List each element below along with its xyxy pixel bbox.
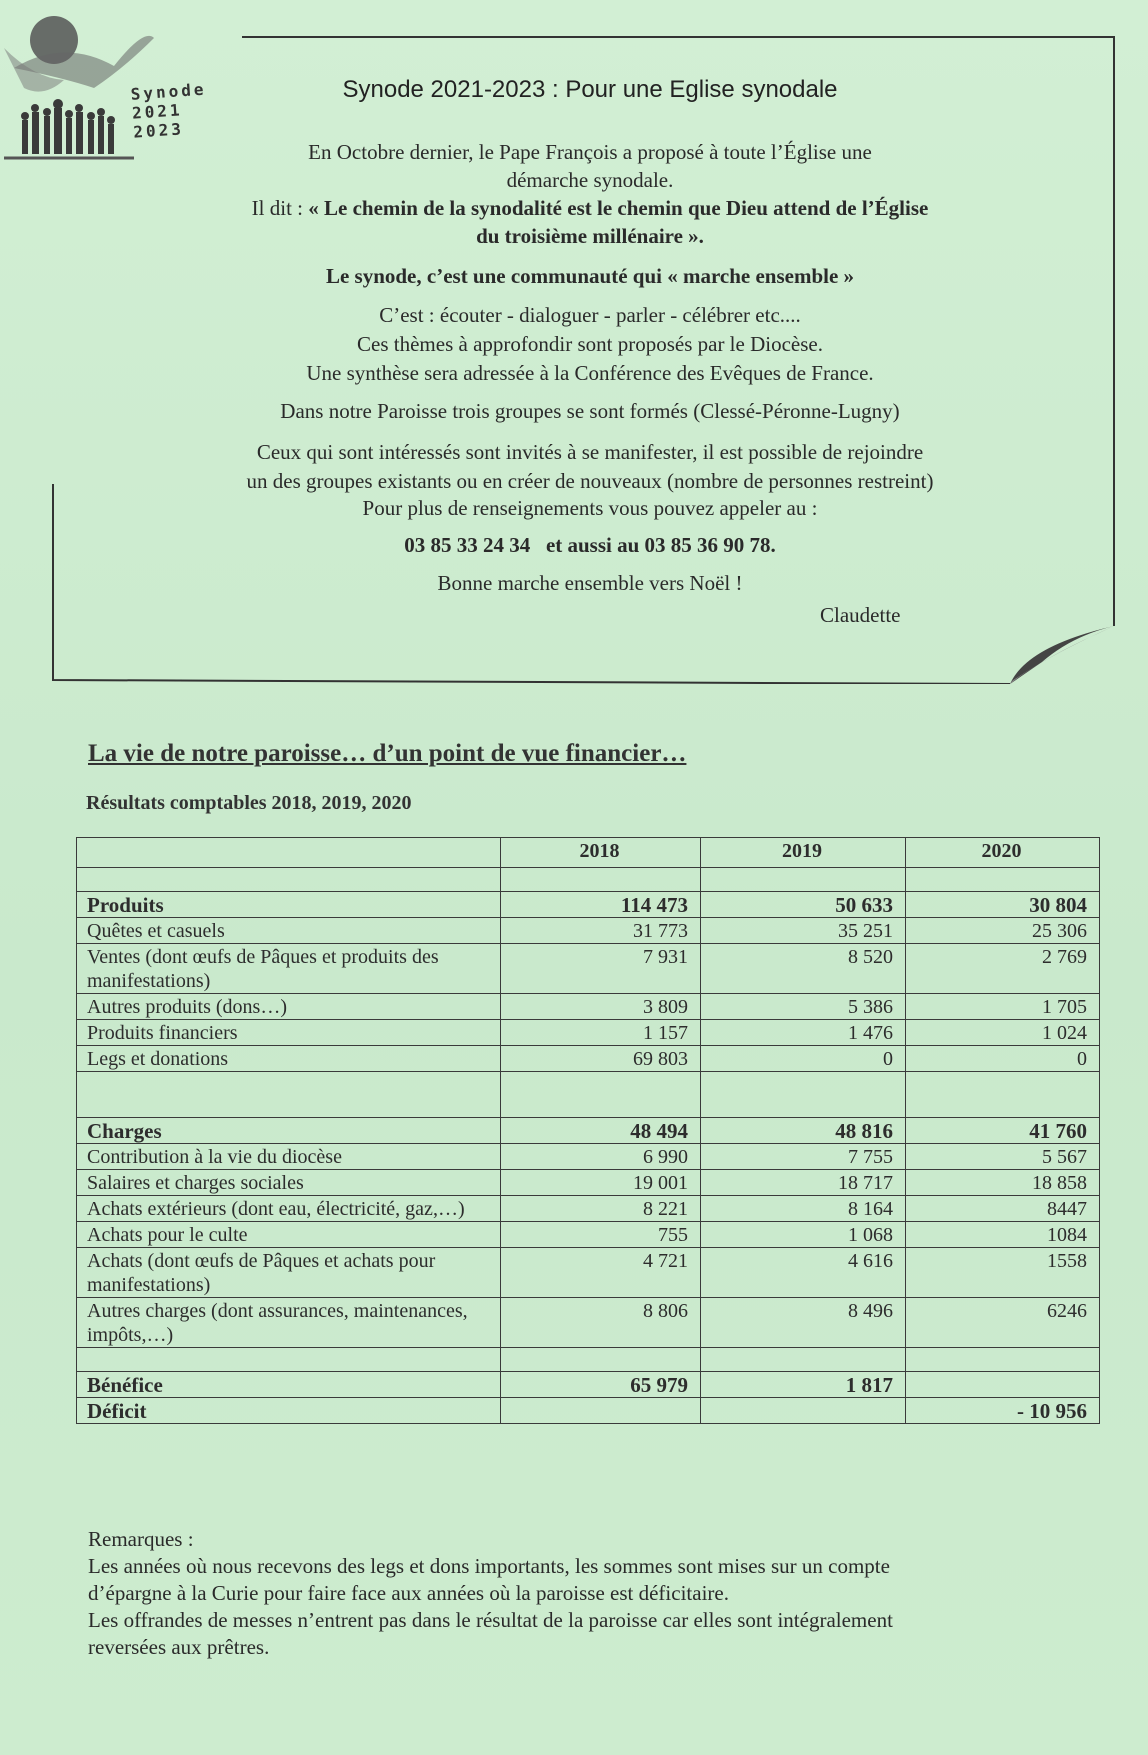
row-value: 18 858 [906, 1170, 1100, 1196]
charges-row [77, 1118, 1100, 1144]
synode-p4-line3: Une synthèse sera adressée à la Conférence des Evêques de France. [306, 361, 874, 385]
row-value: 8 496 [701, 1298, 906, 1348]
row-value: 1558 [906, 1248, 1100, 1298]
benefice-label: Bénéfice [77, 1372, 501, 1398]
deficit-2020: - 10 956 [906, 1398, 1100, 1424]
row-value: 7 931 [501, 944, 701, 994]
synode-closing: Bonne marche ensemble vers Noël ! [437, 571, 743, 595]
row-value: 69 803 [501, 1046, 701, 1072]
row-label: Achats pour le culte [77, 1222, 501, 1248]
row-value: 6246 [906, 1298, 1100, 1348]
logo-line-synode: Synode [130, 79, 208, 104]
table-spacer-row [77, 868, 1100, 892]
deficit-2018 [501, 1398, 701, 1424]
row-value: 1 157 [501, 1020, 701, 1046]
synode-p1-line2: démarche synodale. [506, 168, 674, 192]
row-value: 8 164 [701, 1196, 906, 1222]
remarks [88, 1526, 1088, 1661]
row-value: 19 001 [501, 1170, 701, 1196]
finance-table [76, 837, 1100, 1424]
table-row [77, 1170, 1100, 1196]
table-row [77, 1144, 1100, 1170]
logo-line-2023: 2023 [132, 119, 185, 142]
row-value: 4 721 [501, 1248, 701, 1298]
remarks-line2: d’épargne à la Curie pour faire face aux années où la paroisse est déficitaire. [88, 1581, 729, 1605]
produits-2019: 50 633 [701, 892, 906, 918]
row-value: 1 705 [906, 994, 1100, 1020]
remarks-line4: reversées aux prêtres. [88, 1635, 270, 1659]
synode-p6-line3: Pour plus de renseignements vous pouvez appeler au : [362, 496, 818, 520]
charges-2018: 48 494 [501, 1118, 701, 1144]
row-value: 0 [906, 1046, 1100, 1072]
row-label: Salaires et charges sociales [77, 1170, 501, 1196]
synode-quote-line1: « Le chemin de la synodalité est le chemin que Dieu attend de l’Église [308, 196, 929, 220]
row-label: Legs et donations [77, 1046, 501, 1072]
benefice-2020 [906, 1372, 1100, 1398]
row-value: 1 476 [701, 1020, 906, 1046]
table-row [77, 1298, 1100, 1348]
row-label: Produits financiers [77, 1020, 501, 1046]
row-value: 3 809 [501, 994, 701, 1020]
year-2019-header: 2019 [701, 838, 906, 868]
table-row [77, 1196, 1100, 1222]
table-header-row [77, 838, 1100, 868]
row-value: 8447 [906, 1196, 1100, 1222]
synode-p6-line1: Ceux qui sont intéressés sont invités à se manifester, il est possible de rejoindre [256, 440, 924, 464]
row-label: Autres charges (dont assurances, maintenances, impôts,…) [77, 1298, 501, 1348]
synode-p4-line1: C’est : écouter - dialoguer - parler - célébrer etc.... [379, 303, 801, 327]
produits-row [77, 892, 1100, 918]
synode-p4-line2: Ces thèmes à approfondir sont proposés par le Diocèse. [357, 332, 823, 356]
row-value: 4 616 [701, 1248, 906, 1298]
row-value: 25 306 [906, 918, 1100, 944]
produits-2018: 114 473 [501, 892, 701, 918]
table-spacer-row [77, 1348, 1100, 1372]
table-row [77, 994, 1100, 1020]
synode-p2-line1 [150, 196, 1030, 221]
benefice-2019: 1 817 [701, 1372, 906, 1398]
table-row [77, 1046, 1100, 1072]
row-label: Ventes (dont œufs de Pâques et produits des manifestations) [77, 944, 501, 994]
row-value: 0 [701, 1046, 906, 1072]
row-value: 8 806 [501, 1298, 701, 1348]
row-value: 2 769 [906, 944, 1100, 994]
row-label: Quêtes et casuels [77, 918, 501, 944]
row-value: 8 520 [701, 944, 906, 994]
row-label: Achats (dont œufs de Pâques et achats pour manifestations) [77, 1248, 501, 1298]
row-value: 1084 [906, 1222, 1100, 1248]
row-label: Achats extérieurs (dont eau, électricité, gaz,…) [77, 1196, 501, 1222]
row-value: 8 221 [501, 1196, 701, 1222]
row-value: 18 717 [701, 1170, 906, 1196]
table-row [77, 1222, 1100, 1248]
remarks-line3: Les offrandes de messes n’entrent pas dans le résultat de la paroisse car elles sont intégralement [88, 1608, 893, 1632]
row-value: 1 024 [906, 1020, 1100, 1046]
synode-phones: 03 85 33 24 34 et aussi au 03 85 36 90 78. [404, 533, 776, 557]
synode-p1-line1: En Octobre dernier, le Pape François a proposé à toute l’Église une [308, 140, 872, 164]
synode-signature: Claudette [820, 603, 901, 627]
logo-line-2021: 2021 [131, 100, 184, 123]
charges-label: Charges [77, 1118, 501, 1144]
charges-2019: 48 816 [701, 1118, 906, 1144]
row-value: 755 [501, 1222, 701, 1248]
deficit-row [77, 1398, 1100, 1424]
table-row [77, 1020, 1100, 1046]
table-row [77, 944, 1100, 994]
year-2020-header: 2020 [906, 838, 1100, 868]
synode-quote-line2: du troisième millénaire ». [476, 224, 704, 248]
synode-p6-line2: un des groupes existants ou en créer de nouveaux (nombre de personnes restreint) [246, 469, 934, 493]
row-value: 5 567 [906, 1144, 1100, 1170]
benefice-2018: 65 979 [501, 1372, 701, 1398]
row-label: Autres produits (dons…) [77, 994, 501, 1020]
deficit-2019 [701, 1398, 906, 1424]
finance-title: La vie de notre paroisse… d’un point de vue financier… [88, 740, 687, 767]
remarks-line1: Les années où nous recevons des legs et dons importants, les sommes sont mises sur un compte [88, 1554, 890, 1578]
produits-label: Produits [77, 892, 501, 918]
row-value: 5 386 [701, 994, 906, 1020]
table-spacer-row [77, 1072, 1100, 1118]
synode-title: Synode 2021-2023 : Pour une Eglise synodale [342, 76, 838, 103]
row-value: 1 068 [701, 1222, 906, 1248]
produits-2020: 30 804 [906, 892, 1100, 918]
charges-2020: 41 760 [906, 1118, 1100, 1144]
benefice-row [77, 1372, 1100, 1398]
synode-p3: Le synode, c’est une communauté qui « marche ensemble » [325, 264, 855, 288]
remarks-heading: Remarques : [88, 1527, 194, 1551]
deficit-label: Déficit [77, 1398, 501, 1424]
table-row [77, 1248, 1100, 1298]
row-value: 7 755 [701, 1144, 906, 1170]
row-label: Contribution à la vie du diocèse [77, 1144, 501, 1170]
row-value: 35 251 [701, 918, 906, 944]
table-row [77, 918, 1100, 944]
table-header-blank [77, 838, 501, 868]
finance-subtitle: Résultats comptables 2018, 2019, 2020 [86, 792, 412, 814]
synode-p2-prefix: Il dit : [251, 196, 309, 220]
year-2018-header: 2018 [501, 838, 701, 868]
row-value: 6 990 [501, 1144, 701, 1170]
row-value: 31 773 [501, 918, 701, 944]
synode-p5: Dans notre Paroisse trois groupes se sont formés (Clessé-Péronne-Lugny) [280, 399, 900, 423]
